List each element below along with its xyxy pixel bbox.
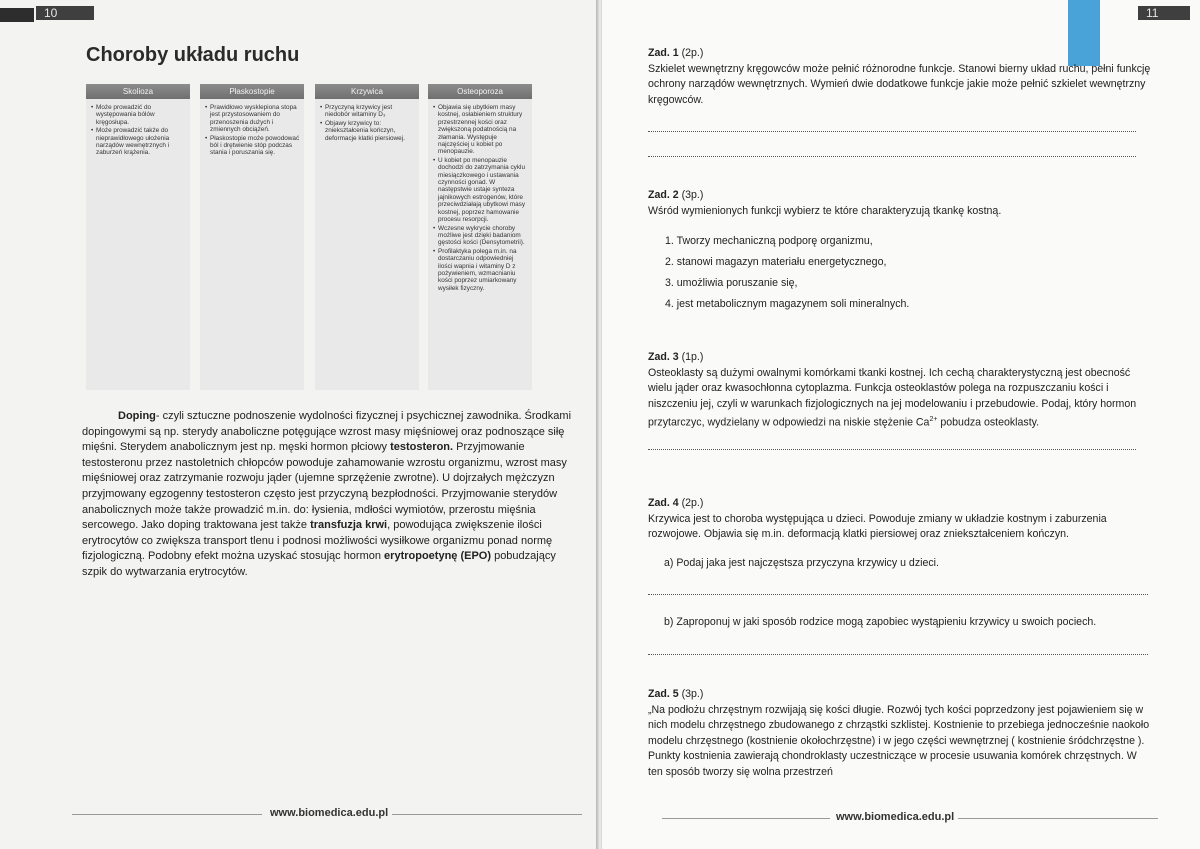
list-item: • Objawy krzywicy to: zniekształcenia kończyn, deformacje klatki piersiowej. [321, 120, 416, 142]
list-item: • Wczesne wykrycie choroby możliwe jest dzięki badaniom gęstości kości (Densytometrii). [434, 225, 529, 247]
page-title: Choroby układu ruchu [86, 44, 300, 66]
list-item: 4. jest metabolicznym magazynem soli mineralnych. [665, 298, 910, 310]
column-header: Osteoporoza [428, 84, 532, 99]
subtask-b: b) Zaproponuj w jaki sposób rodzice mogą zapobiec wystąpieniu krzywicy u swoich pociech. [664, 616, 1097, 628]
page-number: 10 [36, 6, 94, 20]
answer-line[interactable] [648, 594, 1148, 595]
task-text: Krzywica jest to choroba występująca u dzieci. Powoduje zmiany w układzie kostnym i zaburzenia rozwojowe. Objawia się m.in. deformacją klatki piersiowej oraz zniekształceniem kończyn. [648, 512, 1107, 540]
footer-url: www.biomedica.edu.pl [270, 807, 389, 819]
task-text: „Na podłożu chrzęstnym rozwijają się kości długie. Rozwój tych kości poprzedzony jest pojawieniem się w nich modelu chrzęstnego zbudowanego z chrząstki szklistej. Kostnienie to przebiega jednocześnie naokoło modelu chrzęstnego (kostnienie okołochrzęstne) i w jego części wewnętrznej ( kostnienie śródchrzęstne ). Punkty kostnienia zawierają chondroklasty uczestniczące w procesie usuwania komórek chrzęstnych. W ten sposób tworzy się wolna przestrzeń [648, 703, 1150, 778]
list-item: 3. umożliwia poruszanie się, [665, 277, 798, 289]
term-testosteron: testosteron. [390, 441, 454, 454]
list-item: • Prawidłowo wysklepiona stopa jest przystosowaniem do przenoszenia dużych i zmiennych obciążeń. [206, 104, 301, 134]
diseases-table [86, 84, 530, 390]
task-title: Zad. 1 (2p.) [648, 47, 704, 59]
list-item: • Objawia się ubytkiem masy kostnej, osłabieniem struktury przestrzennej kości oraz zwiększoną podatnością na złamania. Występuje najczęściej u kobiet po menopauzie. [434, 104, 529, 156]
list-item: • Może prowadzić także do nieprawidłowego ułożenia narządów wewnętrznych i zaburzeń krążenia. [92, 127, 187, 157]
task-4 [648, 496, 1153, 543]
column-plaskostopie [200, 84, 304, 390]
task-text: Szkielet wewnętrzny kręgowców może pełnić różnorodne funkcje. Stanowi bierny układ ruchu, pełni funkcję ochrony narządów wewnętrznych. Wymień dwie dodatkowe funkcje jakie może pełnić szkielet wewnętrzny kręgowców. [648, 62, 1151, 106]
task-title: Zad. 3 (1p.) [648, 351, 704, 363]
column-krzywica [315, 84, 419, 390]
answer-line[interactable] [648, 654, 1148, 655]
column-header: Krzywica [315, 84, 419, 99]
page-number: 11 [1138, 6, 1190, 20]
answer-line[interactable] [648, 156, 1136, 157]
left-page [0, 0, 598, 849]
footer-rule [392, 814, 582, 815]
term-epo: erytropoetynę (EPO) [384, 550, 492, 563]
answer-line[interactable] [648, 449, 1136, 450]
task-1 [648, 46, 1153, 108]
term-doping: Doping [118, 410, 156, 422]
subtask-a: a) Podaj jaka jest najczęstsza przyczyna krzywicy u dzieci. [664, 557, 939, 569]
body-text: - czyli sztuczne podnoszenie wydolności fizycznej i psychicznej zawodnika. Środkami dopingowymi są np. sterydy anaboliczne potęgujące wzrost masy mięśniowej oraz podnoszące siłę mięśni. Sterydem anabolicznym jest np. męski hormon płciowy [82, 410, 572, 454]
footer-rule [72, 814, 262, 815]
task-title: Zad. 4 (2p.) [648, 497, 704, 509]
task-title: Zad. 5 (3p.) [648, 688, 704, 700]
task-3 [648, 350, 1153, 431]
footer-rule [662, 818, 830, 819]
term-transfuzja: transfuzja krwi [310, 519, 388, 532]
list-item: • Przyczyną krzywicy jest niedobór witaminy D₃ [321, 104, 416, 119]
column-header: Płaskostopie [200, 84, 304, 99]
doping-paragraph [82, 409, 580, 581]
list-item: • Płaskostopie może powodować ból i drętwienie stóp podczas stania i poruszania się. [206, 135, 301, 157]
column-header: Skolioza [86, 84, 190, 99]
right-page [602, 0, 1200, 849]
list-item: • Może prowadzić do występowania bólów kręgosłupa. [92, 104, 187, 126]
list-item: 1. Tworzy mechaniczną podporę organizmu, [665, 235, 873, 247]
list-item: • Profilaktyka polega m.in. na dostarczaniu odpowiedniej ilości wapnia i witaminy D z pożywieniem, wzmacnianiu kości poprzez umiarkowany wysiłek fizyczny. [434, 248, 529, 292]
column-osteoporoza [428, 84, 532, 390]
options-list [648, 231, 1153, 315]
task-text: Osteoklasty są dużymi owalnymi komórkami tkanki kostnej. Ich cechą charakterystyczną jest obecność wielu jąder oraz kwasochłonna cytoplazma. Funkcja osteoklastów polega na rozpuszczaniu kości i niszczeniu jej, czyli w warunkach fizjologicznych na jej modelowaniu i przebudowie. Podaj, który hormon przytarczyc, wydzielany w odpowiedzi na niskie stężenie $Ca^{2+}$ pobudza osteoklasty. [648, 366, 1137, 429]
list-item: 2. stanowi magazyn materiału energetycznego, [665, 256, 887, 268]
task-title: Zad. 2 (3p.) [648, 189, 704, 201]
page-edge-mark [0, 8, 34, 22]
task-text: Wśród wymienionych funkcji wybierz te które charakteryzują tkankę kostną. [648, 204, 1002, 217]
body-text: Przyjmowanie testosteronu przez nastoletnich chłopców powoduje zahamowanie wzrostu organizmu, wzrost masy mięśniowej oraz zatrzymanie rozwoju jąder (ujemne sprzężenie zwrotne). U dojrzałych mężczyzn przyjmowany egzogenny testosteron często jest przyczyną bezpłodności. Przyjmowanie sterydów anabolicznych może także prowadzić m.in. do: łysienia, mdłości wymiotów, przerostu mięśnia sercowego. Jako doping traktowana jest także [82, 441, 567, 532]
column-skolioza [86, 84, 190, 390]
footer-rule [958, 818, 1158, 819]
answer-line[interactable] [648, 131, 1136, 132]
task-2 [648, 188, 1153, 315]
list-item: • U kobiet po menopauzie dochodzi do zatrzymania cyklu miesiączkowego i ustawania czynności gonad. W następstwie ustaje synteza jajnikowych estrogenów, które przeciwdziałają ubytkowi masy kostnej, poprzez hamowanie procesu resorpcji. [434, 157, 529, 224]
task-5 [648, 687, 1153, 780]
footer-url: www.biomedica.edu.pl [836, 811, 955, 823]
body-text: pobudzający szpik do wytwarzania erytrocytów. [82, 550, 556, 578]
body-text: , powodująca zwiększenie ilości erytrocytów co zwiększa transport tlenu i podnosi możliwości wysiłkowe organizmu ponad normę fizjologiczną. Podobny efekt można uzyskać stosując hormon [82, 519, 553, 563]
